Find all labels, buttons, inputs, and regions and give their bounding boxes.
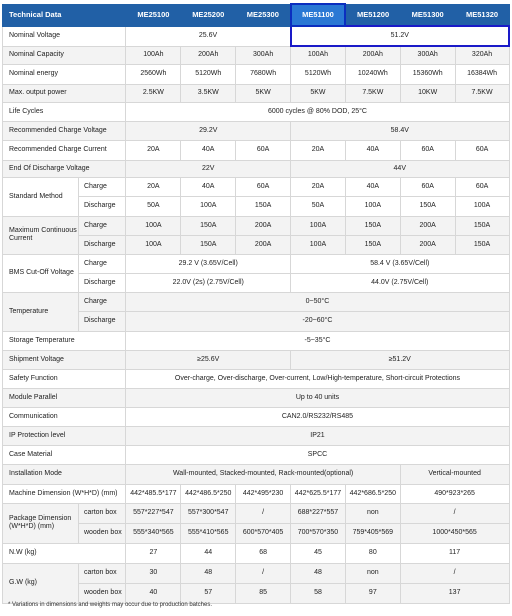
cell-value: Wall-mounted, Stacked-mounted, Rack-mounted(optional): [126, 464, 400, 484]
cell-value: 27: [126, 543, 181, 563]
row-gw-carton: [3, 563, 510, 583]
cell-value: 557*300*547: [181, 503, 236, 523]
model-me51320: ME51320: [455, 4, 509, 26]
cell-value: 29.2 V (3.65V/Cell): [126, 254, 291, 273]
row-standard-discharge: [3, 196, 510, 216]
cell-value: 137: [400, 583, 509, 603]
cell-value: 58.4 V (3.65V/Cell): [291, 254, 509, 273]
cell-value: 1000*450*565: [400, 523, 509, 543]
cell-value: 442*495*230: [236, 484, 291, 503]
row-label: End Of Discharge Voltage: [3, 160, 126, 177]
cell-value: 100A: [291, 235, 346, 254]
row-rec-charge-voltage: [3, 121, 510, 140]
row-label: Max. output power: [3, 84, 126, 102]
cell-value: 442*625.5*177: [291, 484, 346, 503]
cell-value: Vertical-mounted: [400, 464, 509, 484]
cell-value: 700*570*350: [291, 523, 346, 543]
cell-value: 60A: [400, 177, 455, 196]
footnote: * Variations in dimensions and weights may occur due to production batches.: [8, 602, 213, 608]
cell-value: 15360Wh: [400, 64, 455, 84]
row-max-output-power: [3, 84, 510, 102]
cell-value: 100A: [181, 196, 236, 216]
sub-label: Discharge: [78, 235, 125, 254]
row-label: Life Cycles: [3, 102, 126, 121]
cell-value: /: [236, 563, 291, 583]
row-life-cycles: [3, 102, 510, 121]
cell-value: 45: [291, 543, 346, 563]
row-package-carton: [3, 503, 510, 523]
cell-value: 117: [400, 543, 509, 563]
cell-value: 68: [236, 543, 291, 563]
technical-data-table: [2, 3, 510, 604]
cell-value: 200Ah: [345, 46, 400, 64]
cell-value: 442*686.5*250: [345, 484, 400, 503]
cell-value: 6000 cycles @ 80% DOD, 25°C: [126, 102, 509, 121]
row-label: BMS Cut-Off Voltage: [3, 254, 79, 292]
sub-label: wooden box: [78, 523, 125, 543]
cell-value: 40A: [345, 140, 400, 160]
row-label: Installation Mode: [3, 464, 126, 484]
cell-value: SPCC: [126, 445, 509, 464]
cell-value: 40A: [345, 177, 400, 196]
cell-value: 100A: [126, 235, 181, 254]
cell-value: -20~60°C: [126, 311, 509, 331]
cell-value: 200A: [400, 216, 455, 235]
cell-value: Up to 40 units: [126, 388, 509, 407]
row-installation-mode: [3, 464, 510, 484]
cell-value: 150A: [455, 216, 509, 235]
cell-value: 16384Wh: [455, 64, 509, 84]
cell-value: 58: [291, 583, 346, 603]
cell-value: 7680Wh: [236, 64, 291, 84]
sub-label: Discharge: [78, 273, 125, 292]
model-me25100: ME25100: [126, 4, 181, 26]
cell-value: 555*340*565: [126, 523, 181, 543]
cell-value: CAN2.0/RS232/RS485: [126, 407, 509, 426]
row-bms-discharge: [3, 273, 510, 292]
model-me51300: ME51300: [400, 4, 455, 26]
sub-label: wooden box: [78, 583, 125, 603]
cell-value: 58.4V: [291, 121, 509, 140]
row-maxcont-charge: [3, 216, 510, 235]
cell-value-selected: 51.2V: [291, 26, 509, 46]
row-label: Package Dimension (W*H*D) (mm): [3, 503, 79, 543]
cell-value: 20A: [291, 140, 346, 160]
cell-value: 7.5KW: [345, 84, 400, 102]
sub-label: Charge: [78, 254, 125, 273]
cell-value: ≥51.2V: [291, 350, 509, 369]
cell-value: 150A: [181, 216, 236, 235]
row-nominal-voltage: [3, 26, 510, 46]
sub-label: Charge: [78, 216, 125, 235]
cell-value: 150A: [400, 196, 455, 216]
row-case-material: [3, 445, 510, 464]
cell-value: 5KW: [236, 84, 291, 102]
row-label: Machine Dimension (W*H*D) (mm): [3, 484, 126, 503]
cell-value: 48: [181, 563, 236, 583]
cell-value: 200A: [236, 235, 291, 254]
model-me51100: ME51100: [291, 4, 346, 26]
cell-value: 0~50°C: [126, 292, 509, 311]
cell-value: 100Ah: [291, 46, 346, 64]
row-label: Maximum Continuous Current: [3, 216, 79, 254]
cell-value: 300Ah: [236, 46, 291, 64]
cell-value: 22V: [126, 160, 291, 177]
sub-label: carton box: [78, 563, 125, 583]
model-me51200: ME51200: [345, 4, 400, 26]
cell-value: 40A: [181, 177, 236, 196]
cell-value: 85: [236, 583, 291, 603]
row-label: Recommended Charge Current: [3, 140, 126, 160]
row-rec-charge-current: [3, 140, 510, 160]
cell-value: 60A: [400, 140, 455, 160]
cell-value: 60A: [455, 177, 509, 196]
cell-value: 20A: [126, 177, 181, 196]
cell-value: 100A: [291, 216, 346, 235]
cell-value: 60A: [236, 177, 291, 196]
cell-value: 100Ah: [126, 46, 181, 64]
cell-value: 7.5KW: [455, 84, 509, 102]
cell-value: 5120Wh: [181, 64, 236, 84]
cell-value: IP21: [126, 426, 509, 445]
cell-value: 557*227*547: [126, 503, 181, 523]
cell-value: 50A: [126, 196, 181, 216]
header-title: Technical Data: [3, 4, 126, 26]
row-module-parallel: [3, 388, 510, 407]
cell-value: 555*410*565: [181, 523, 236, 543]
row-label: Nominal energy: [3, 64, 126, 84]
row-nominal-energy: [3, 64, 510, 84]
cell-value: ≥25.6V: [126, 350, 291, 369]
cell-value: 150A: [236, 196, 291, 216]
cell-value: 442*486.5*250: [181, 484, 236, 503]
cell-value: 200A: [236, 216, 291, 235]
row-label: Standard Method: [3, 177, 79, 216]
row-maxcont-discharge: [3, 235, 510, 254]
cell-value: 25.6V: [126, 26, 291, 46]
cell-value: 490*923*265: [400, 484, 509, 503]
cell-value: 2560Wh: [126, 64, 181, 84]
cell-value: 150A: [455, 235, 509, 254]
row-storage-temperature: [3, 331, 510, 350]
cell-value: 600*570*405: [236, 523, 291, 543]
sub-label: carton box: [78, 503, 125, 523]
row-label: Nominal Voltage: [3, 26, 126, 46]
cell-value: Over-charge, Over-discharge, Over-current, Low/High-temperature, Short-circuit Protections: [126, 369, 509, 388]
cell-value: 30: [126, 563, 181, 583]
cell-value: 150A: [181, 235, 236, 254]
row-communication: [3, 407, 510, 426]
cell-value: /: [400, 563, 509, 583]
row-label: Communication: [3, 407, 126, 426]
row-label: G.W (kg): [3, 563, 79, 603]
cell-value: 100A: [455, 196, 509, 216]
cell-value: 40A: [181, 140, 236, 160]
row-shipment-voltage: [3, 350, 510, 369]
row-safety-function: [3, 369, 510, 388]
cell-value: /: [236, 503, 291, 523]
cell-value: 5KW: [291, 84, 346, 102]
row-label: Safety Function: [3, 369, 126, 388]
row-label: N.W (kg): [3, 543, 126, 563]
row-label: Shipment Voltage: [3, 350, 126, 369]
cell-value: 150A: [345, 216, 400, 235]
cell-value: 22.0V (2s) (2.75V/Cell): [126, 273, 291, 292]
cell-value: 60A: [236, 140, 291, 160]
cell-value: 100A: [345, 196, 400, 216]
row-machine-dimension: [3, 484, 510, 503]
cell-value: 150A: [345, 235, 400, 254]
cell-value: 442*485.5*177: [126, 484, 181, 503]
cell-value: 44.0V (2.75V/Cell): [291, 273, 509, 292]
cell-value: 60A: [455, 140, 509, 160]
cell-value: 80: [345, 543, 400, 563]
cell-value: 759*405*569: [345, 523, 400, 543]
row-label: Storage Temperature: [3, 331, 126, 350]
row-label: IP Protection level: [3, 426, 126, 445]
cell-value: 10KW: [400, 84, 455, 102]
cell-value: 10240Wh: [345, 64, 400, 84]
sub-label: Discharge: [78, 196, 125, 216]
cell-value: 29.2V: [126, 121, 291, 140]
cell-value: 5120Wh: [291, 64, 346, 84]
row-standard-charge: [3, 177, 510, 196]
row-gw-wooden: [3, 583, 510, 603]
cell-value: 100A: [126, 216, 181, 235]
row-bms-charge: [3, 254, 510, 273]
cell-value: non: [345, 503, 400, 523]
row-nw: [3, 543, 510, 563]
cell-value: 300Ah: [400, 46, 455, 64]
header-row: [3, 4, 510, 26]
cell-value: 200A: [400, 235, 455, 254]
cell-value: non: [345, 563, 400, 583]
cell-value: 20A: [291, 177, 346, 196]
row-label: Module Parallel: [3, 388, 126, 407]
cell-value: /: [400, 503, 509, 523]
row-package-wooden: [3, 523, 510, 543]
cell-value: -5~35°C: [126, 331, 509, 350]
sub-label: Charge: [78, 292, 125, 311]
cell-value: 320Ah: [455, 46, 509, 64]
cell-value: 44V: [291, 160, 509, 177]
row-nominal-capacity: [3, 46, 510, 64]
cell-value: 97: [345, 583, 400, 603]
cell-value: 200Ah: [181, 46, 236, 64]
cell-value: 40: [126, 583, 181, 603]
cell-value: 44: [181, 543, 236, 563]
row-label: Nominal Capacity: [3, 46, 126, 64]
row-label: Recommended Charge Voltage: [3, 121, 126, 140]
row-temp-discharge: [3, 311, 510, 331]
row-label: Temperature: [3, 292, 79, 331]
cell-value: 57: [181, 583, 236, 603]
cell-value: 48: [291, 563, 346, 583]
sub-label: Charge: [78, 177, 125, 196]
row-ip-protection: [3, 426, 510, 445]
cell-value: 20A: [126, 140, 181, 160]
row-temp-charge: [3, 292, 510, 311]
row-end-discharge-voltage: [3, 160, 510, 177]
cell-value: 50A: [291, 196, 346, 216]
cell-value: 3.5KW: [181, 84, 236, 102]
model-me25200: ME25200: [181, 4, 236, 26]
model-me25300: ME25300: [236, 4, 291, 26]
row-label: Case Material: [3, 445, 126, 464]
cell-value: 688*227*557: [291, 503, 346, 523]
cell-value: 2.5KW: [126, 84, 181, 102]
sub-label: Discharge: [78, 311, 125, 331]
